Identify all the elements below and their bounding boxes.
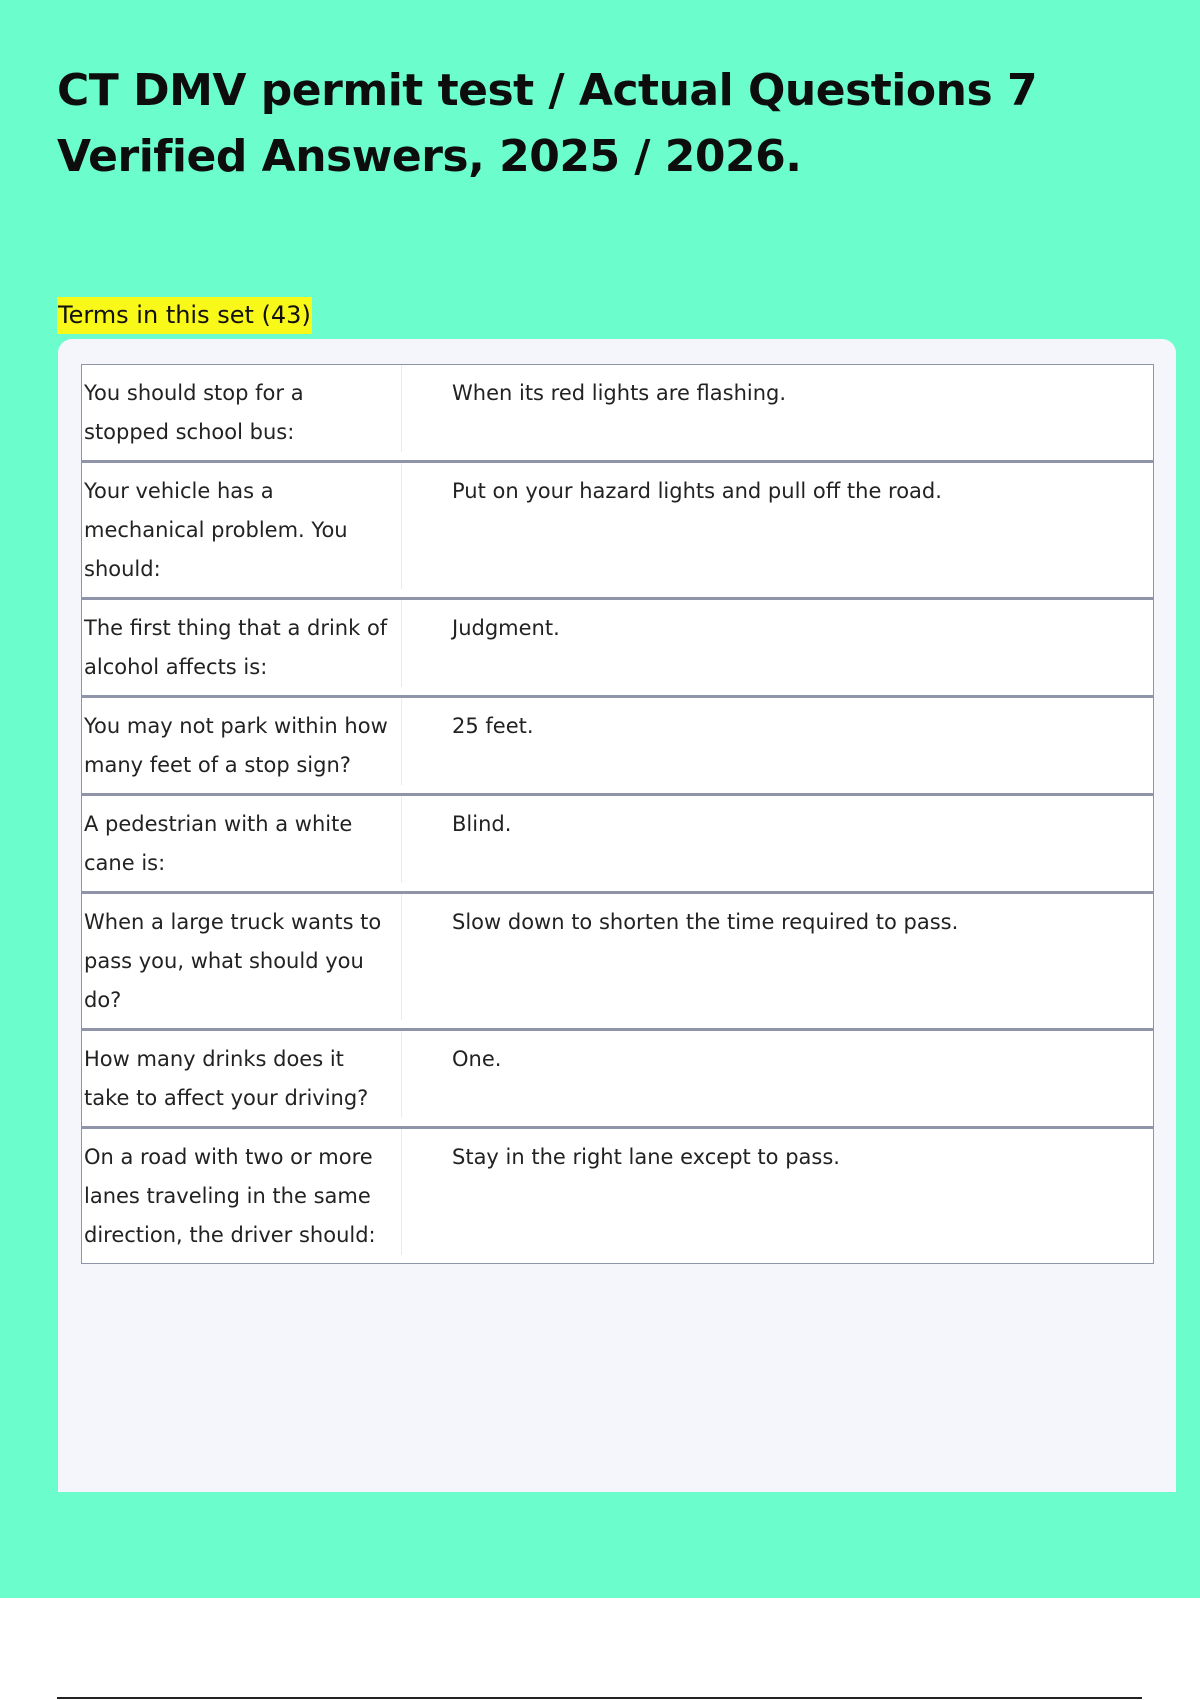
term-row xyxy=(82,463,1153,600)
term-row xyxy=(82,365,1153,463)
term-question: When a large truck wants to pass you, what should you do? xyxy=(82,894,402,1020)
term-question: On a road with two or more lanes traveling in the same direction, the driver should: xyxy=(82,1129,402,1255)
document-title: CT DMV permit test / Actual Questions 7 Verified Answers, 2025 / 2026. xyxy=(57,65,1038,182)
term-question: You may not park within how many feet of a stop sign? xyxy=(82,698,402,785)
terms-count-label: Terms in this set (43) xyxy=(57,297,312,334)
terms-table xyxy=(81,364,1154,1264)
term-answer: 25 feet. xyxy=(452,714,534,738)
term-question: The first thing that a drink of alcohol affects is: xyxy=(82,600,402,687)
term-answer: Stay in the right lane except to pass. xyxy=(452,1145,840,1169)
term-question: How many drinks does it take to affect your driving? xyxy=(82,1031,402,1118)
term-answer: Blind. xyxy=(452,812,512,836)
term-answer: Put on your hazard lights and pull off the road. xyxy=(452,479,942,503)
term-row xyxy=(82,1129,1153,1263)
term-row xyxy=(82,1031,1153,1129)
footer-divider xyxy=(57,1697,1142,1699)
term-answer: Judgment. xyxy=(452,616,560,640)
term-question: A pedestrian with a white cane is: xyxy=(82,796,402,883)
term-question: You should stop for a stopped school bus: xyxy=(82,365,402,452)
term-row xyxy=(82,600,1153,698)
term-answer: Slow down to shorten the time required to pass. xyxy=(452,910,959,934)
term-row xyxy=(82,698,1153,796)
term-question: Your vehicle has a mechanical problem. You should: xyxy=(82,463,402,589)
term-row xyxy=(82,796,1153,894)
term-row xyxy=(82,894,1153,1031)
term-answer: One. xyxy=(452,1047,502,1071)
term-answer: When its red lights are flashing. xyxy=(452,381,787,405)
